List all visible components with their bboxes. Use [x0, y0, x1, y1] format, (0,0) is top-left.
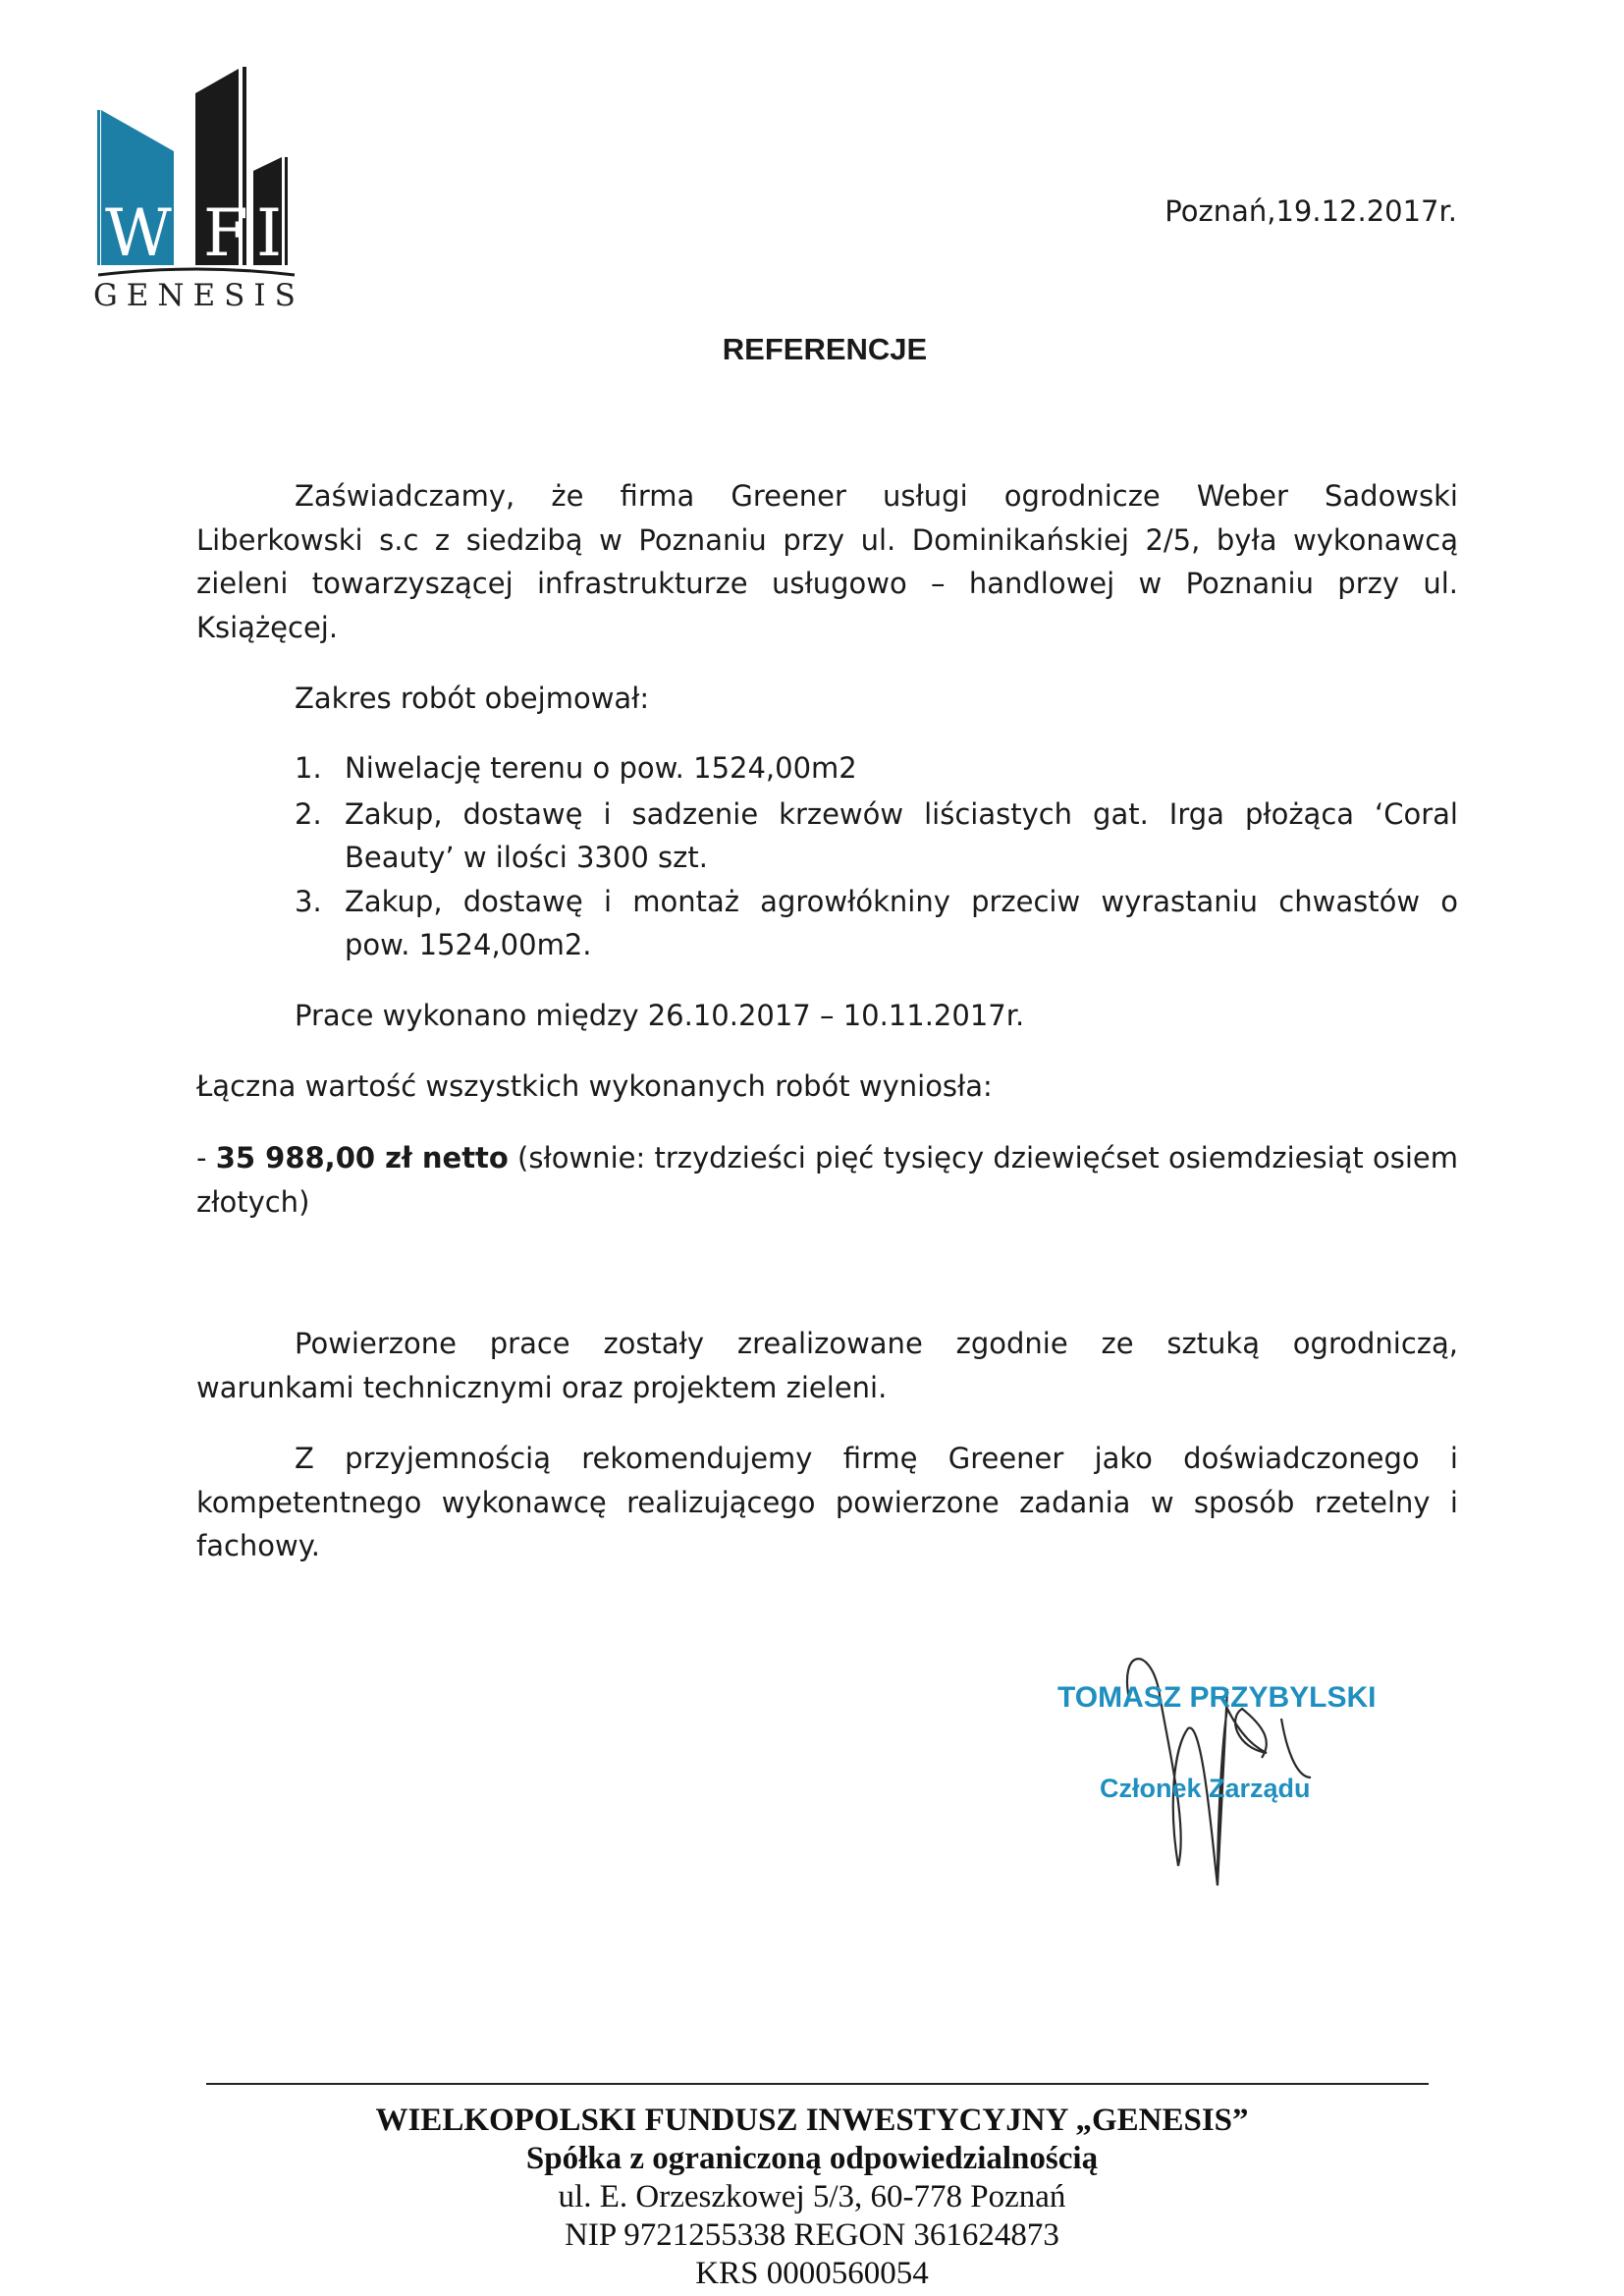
- footer-tax-ids: NIP 9721255338 REGON 361624873: [565, 2217, 1059, 2253]
- paragraph-line: Powierzone prace zostały zrealizowane zgodnie ze sztuką ogrodniczą,: [295, 1327, 1458, 1360]
- list-item: [295, 746, 1458, 791]
- footer-company-type: Spółka z ograniczoną odpowiedzialnością: [525, 2141, 1099, 2176]
- list-item-text: Niwelację terenu o pow. 1524,00m2: [345, 751, 857, 785]
- svg-text:I: I: [256, 195, 283, 271]
- scope-list: [295, 746, 1458, 967]
- amount-in-words: (słownie: trzydzieści pięć tysięcy dziewięćset osiemdziesiąt osiem: [508, 1141, 1459, 1175]
- footer-company-name: WIELKOPOLSKI FUNDUSZ INWESTYCYJNY „GENESIS”: [375, 2103, 1249, 2138]
- letter-date: Poznań,19.12.2017r.: [1164, 194, 1457, 228]
- paragraph-line: Książęcej.: [196, 610, 339, 644]
- list-item-text: Beauty’ w ilości 3300 szt.: [345, 841, 708, 874]
- document-title: REFERENCJE: [722, 332, 928, 366]
- footer-krs: KRS 0000560054: [695, 2256, 929, 2291]
- list-item-text: Zakup, dostawę i montaż agrowłókniny przeciw wyrastaniu chwastów o: [345, 884, 1458, 918]
- paragraph-line: zieleni towarzyszącej infrastrukturze usługowo – handlowej w Poznaniu przy ul.: [196, 567, 1458, 600]
- footer-address: ul. E. Orzeszkowej 5/3, 60-778 Poznań: [558, 2179, 1066, 2214]
- work-period: Prace wykonano między 26.10.2017 – 10.11.2017r.: [295, 999, 1025, 1032]
- list-number: 3.: [295, 884, 322, 918]
- list-number: 1.: [295, 751, 322, 785]
- compliance-paragraph: [196, 1322, 1458, 1409]
- total-value: [196, 1136, 1458, 1224]
- recommendation-paragraph: [196, 1437, 1458, 1568]
- svg-text:W: W: [105, 195, 172, 271]
- stamp-role: Członek Zarządu: [1100, 1774, 1311, 1803]
- amount-in-words-cont: złotych): [196, 1184, 310, 1219]
- company-logo: [93, 59, 299, 280]
- stamp-name: TOMASZ PRZYBYLSKI: [1057, 1681, 1377, 1714]
- total-amount: 35 988,00 zł netto: [215, 1141, 509, 1175]
- total-intro: Łączna wartość wszystkich wykonanych robót wyniosła:: [196, 1069, 993, 1103]
- paragraph-line: kompetentnego wykonawcę realizującego powierzone zadania w sposób rzetelny i: [196, 1485, 1458, 1519]
- paragraph-line: Zaświadczamy, że firma Greener usługi ogrodnicze Weber Sadowski: [295, 479, 1458, 513]
- list-item: [295, 793, 1458, 880]
- paragraph-line: warunkami technicznymi oraz projektem zieleni.: [196, 1370, 888, 1404]
- buildings-logo-icon: [93, 59, 299, 280]
- list-item: [295, 880, 1458, 967]
- svg-text:F: F: [203, 195, 248, 271]
- paragraph-line: Z przyjemnością rekomendujemy firmę Greener jako doświadczonego i: [295, 1442, 1458, 1475]
- logo-wordmark: GENESIS: [93, 278, 304, 313]
- list-item-text: pow. 1524,00m2.: [345, 928, 592, 961]
- paragraph-line: fachowy.: [196, 1529, 321, 1562]
- scope-intro: Zakres robót obejmował:: [295, 682, 650, 715]
- paragraph-line: Liberkowski s.c z siedzibą w Poznaniu przy ul. Dominikańskiej 2/5, była wykonawcą: [196, 522, 1458, 557]
- list-item-text: Zakup, dostawę i sadzenie krzewów liściastych gat. Irga płożąca ‘Coral: [345, 796, 1458, 831]
- dash: -: [196, 1141, 216, 1175]
- list-number: 2.: [295, 796, 322, 831]
- footer-divider: [206, 2083, 1429, 2085]
- intro-paragraph: [196, 474, 1458, 649]
- company-footer: [0, 2102, 1624, 2293]
